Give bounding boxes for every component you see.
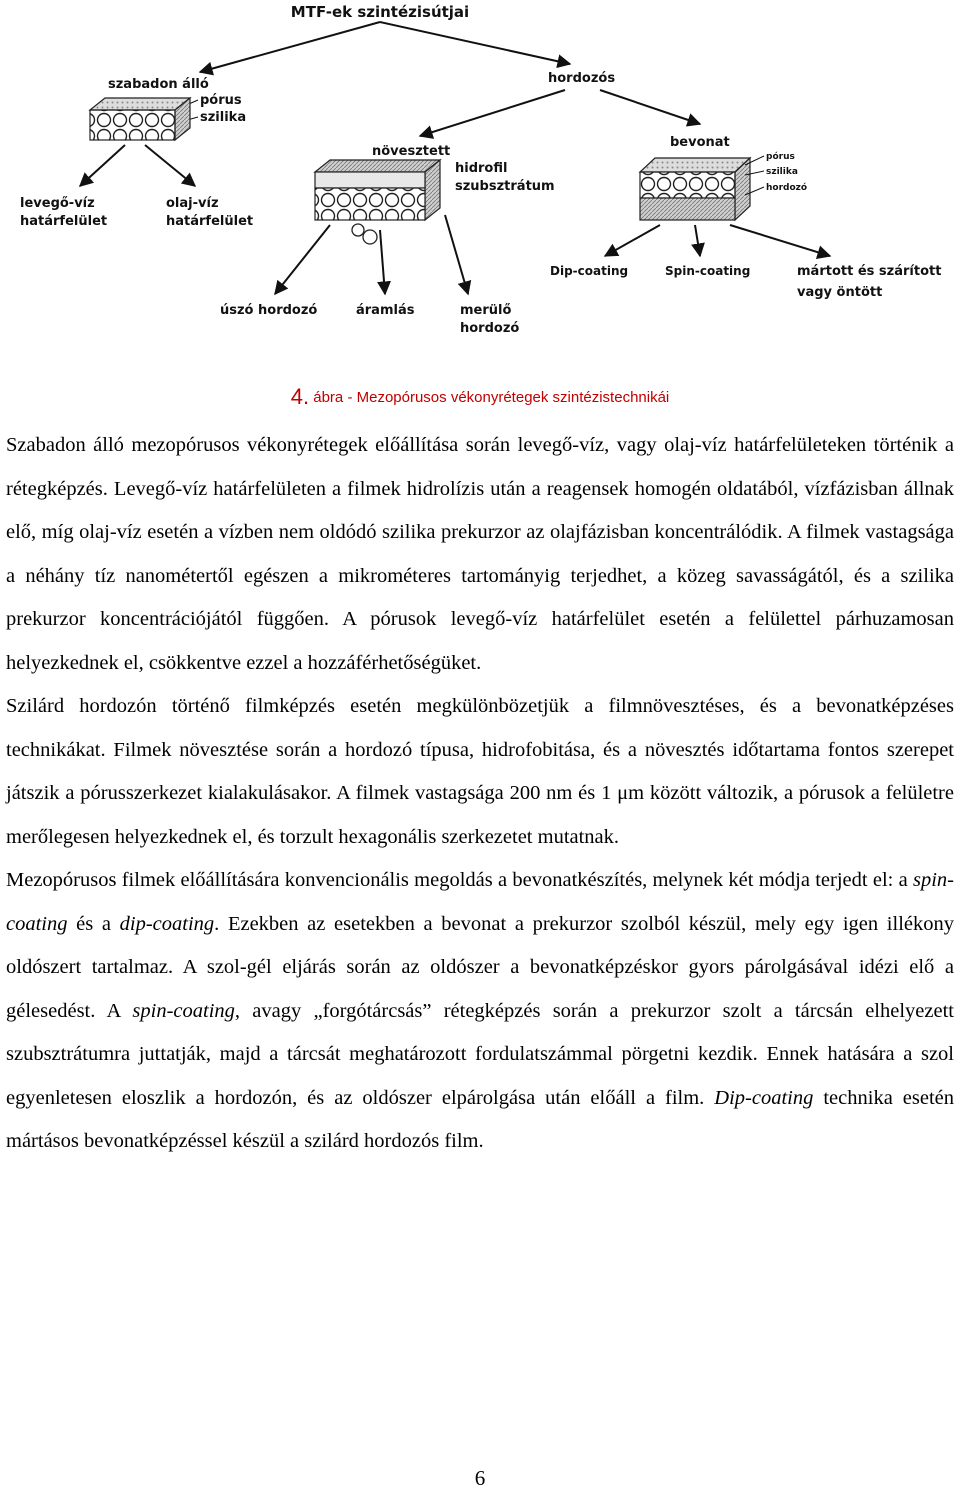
label-spin-coating: Spin-coating <box>665 264 751 278</box>
p3-part-a: Mezopórusos filmek előállítására konvencionális megoldás a bevonatkészítés, melynek két módja terjedt el: a <box>6 869 913 891</box>
label-dried-1: mártott és szárított <box>797 264 942 279</box>
arrow-to-grown <box>420 90 565 136</box>
arrow-to-oil-water <box>145 145 195 186</box>
p3-part-b: és a <box>67 912 120 935</box>
arrow-to-free-standing <box>200 22 380 72</box>
label-hydrophil: hidrofil <box>455 161 508 176</box>
term-spin-coating-1: spin-coating <box>6 869 954 935</box>
body-text <box>6 424 954 1164</box>
term-dip-coating-2: Dip-coating <box>714 1086 814 1109</box>
label-interface-2: határfelület <box>166 214 254 229</box>
label-floating: úszó hordozó <box>220 303 318 318</box>
arrow-to-coating <box>600 90 700 124</box>
free-standing-film-block <box>90 98 190 140</box>
synthesis-diagram <box>0 0 960 360</box>
p3-part-c: . Ezekben az esetekben a bevonat a prekurzor szolból készül, mely egy igen illékony oldószert tartalmaz. A szol-gél eljárás során az oldószer a bevonatképzéskor gyors párolgásával idézi elő a gélesedést. A <box>6 912 954 1022</box>
label-substrate: szubsztrátum <box>455 179 555 194</box>
label-immersing-1: merülő <box>460 303 512 318</box>
label-oil-water: olaj-víz <box>166 196 219 211</box>
arrow-to-support <box>380 22 570 64</box>
caption-number: 4. <box>290 384 310 409</box>
label-small-support: hordozó <box>766 183 808 193</box>
arrow-to-floating <box>275 225 330 294</box>
arrow-to-dried <box>730 225 830 256</box>
arrow-to-air-water <box>80 145 125 186</box>
label-interface-1: határfelület <box>20 214 108 229</box>
p3-part-e: technika esetén mártásos bevonatképzéssel készül a szilárd hordozós film. <box>6 1086 954 1152</box>
term-spin-coating-2: spin-coating <box>132 999 235 1022</box>
label-immersing-2: hordozó <box>460 321 520 336</box>
label-small-pore: pórus <box>766 152 795 162</box>
arrow-to-immersing <box>445 215 468 294</box>
label-flow: áramlás <box>356 303 415 318</box>
label-pore: pórus <box>200 93 242 108</box>
label-support: hordozós <box>548 71 616 86</box>
label-grown: növesztett <box>372 144 451 159</box>
arrow-to-dip <box>605 225 660 256</box>
label-silica: szilika <box>200 110 247 125</box>
label-free-standing: szabadon álló <box>108 77 209 92</box>
arrow-to-flow <box>380 230 385 294</box>
paragraph-1: Szabadon álló mezopórusos vékonyrétegek előállítása során levegő-víz, vagy olaj-víz határfelületeken történik a rétegképzés. Levegő-víz határfelületen a filmek hidrolízis után a reagensek homogén oldatából, vízfázisban állnak elő, míg olaj-víz esetén a vízben nem oldódó szilika prekurzor az olajfázisban koncentrálódik. A filmek vastagsága a néhány tíz nanométertől egészen a mikrométeres tartományig terjedhet, a közeg savasságától, és a szilika prekurzor koncentrációjától függően. A pórusok levegő-víz határfelület esetén a felülettel párhuzamosan helyezkednek el, csökkentve ezzel a hozzáférhetőségüket. <box>6 434 954 674</box>
paragraph-3 <box>6 859 954 1164</box>
label-dip-coating: Dip-coating <box>550 264 629 278</box>
figure-caption <box>0 384 960 410</box>
label-coating: bevonat <box>670 135 730 150</box>
p3-part-d: , avagy „forgótárcsás” rétegképzés során a prekurzor szolt a tárcsán elhelyezett szubsztrátumra juttatják, majd a tárcsát meghatározott fordulatszámmal pörgetni kezdik. Ennek hatására a szol egyenletesen eloszlik a hordozón, és az oldószer elpárolgása után előáll a film. <box>6 999 954 1109</box>
bubble-2 <box>363 230 377 244</box>
label-air-water: levegő-víz <box>20 196 95 211</box>
label-small-silica: szilika <box>766 167 798 177</box>
coating-film-block <box>640 158 750 220</box>
page-number: 6 <box>474 1466 486 1490</box>
label-dried-2: vagy öntött <box>797 285 883 300</box>
bubble-1 <box>352 224 364 236</box>
paragraph-2: Szilárd hordozón történő filmképzés esetén megkülönbözetjük a filmnövesztéses, és a bevonatképzéses technikákat. Filmek növesztése során a hordozó típusa, hidrofobitása, és a növesztés időtartama fontos szerepet játszik a pórusszerkezet kialakulásakor. A filmek vastagsága 200 nm és 1 μm között változik, a pórusok a felületre merőlegesen helyezkednek el, és torzult hexagonális szerkezetet mutatnak. <box>6 695 954 848</box>
term-dip-coating-1: dip-coating <box>119 912 215 935</box>
diagram-title: MTF-ek szintézisútjai <box>290 3 470 21</box>
grown-film-block <box>315 160 440 220</box>
caption-text: ábra - Mezopórusos vékonyrétegek szintézistechnikái <box>313 389 670 406</box>
arrow-to-spin <box>695 225 700 256</box>
